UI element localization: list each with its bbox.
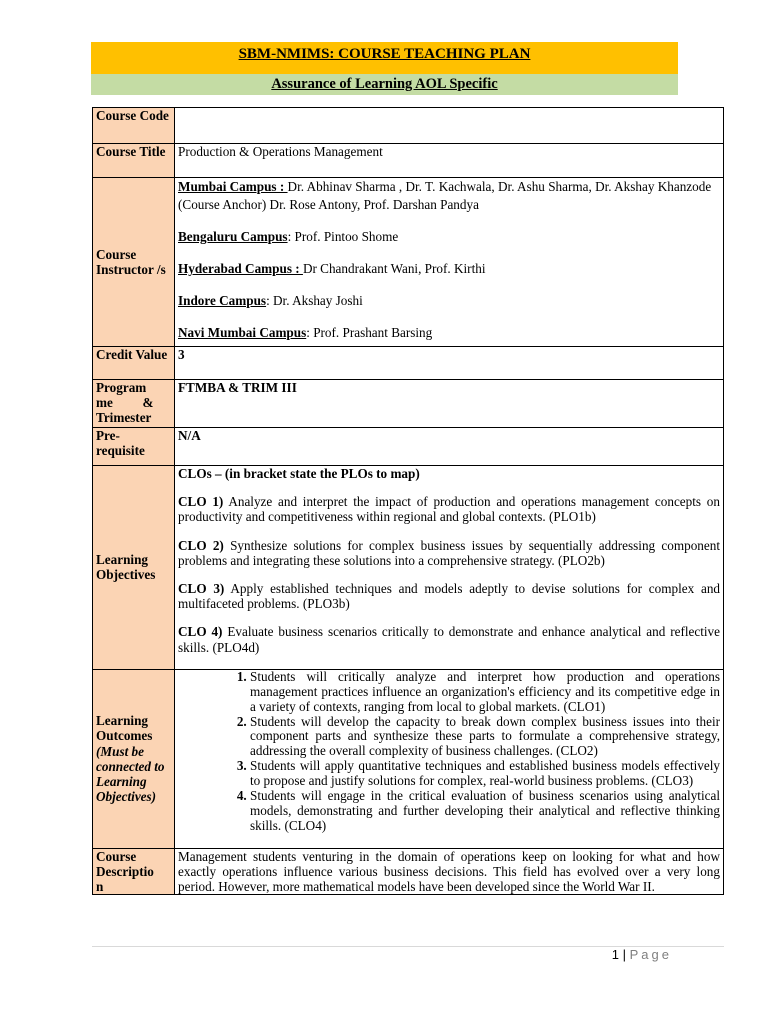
title-band (91, 42, 678, 74)
instructors-label: Course Instructor /s (93, 178, 175, 347)
page-number: 1 (611, 947, 620, 962)
learning-outcomes-value (175, 669, 724, 848)
prerequisite-label: Pre- requisite (93, 428, 175, 466)
clo-tag: CLO 3) (178, 581, 225, 597)
row-course-description (93, 848, 724, 895)
list-item: 2. Students will develop the capacity to break down complex business issues into their component parts and synthesize these parts to formulate a comprehensive strategy, addressing the overall complexity of business challenges. (CLO2) (250, 715, 720, 760)
campus-navi-mumbai (178, 324, 720, 342)
row-instructors (93, 178, 724, 347)
campus-faculty: Dr. Abhinav Sharma , Dr. T. Kachwala, Dr. Ashu Sharma, Dr. Akshay Khanzode (Course Anchor) Dr. Rose Antony, Prof. Darshan Pandya (178, 179, 712, 212)
row-programme (93, 380, 724, 428)
course-title-label: Course Title (93, 144, 175, 178)
campus-mumbai (178, 178, 720, 214)
instructors-value (175, 178, 724, 347)
campus-name: Bengaluru Campus (178, 229, 288, 244)
page-word: Page (629, 947, 672, 962)
page-footer (612, 947, 672, 962)
clo-text: Evaluate business scenarios critically to demonstrate and enhance analytical and reflective skills. (PLO4d) (178, 624, 720, 655)
clo-heading: CLOs – (in bracket state the PLOs to map) (178, 466, 420, 481)
campus-indore (178, 292, 720, 310)
course-description-value: Management students venturing in the domain of operations keep on looking for what and how exactly operations influence various business decisions. This field has evolved over a very long period. However, more mathematical models have been developed since the World War II. (175, 848, 724, 895)
credit-value-label: Credit Value (93, 347, 175, 380)
row-credit-value (93, 347, 724, 380)
campus-name: Hyderabad Campus : (178, 261, 303, 276)
prerequisite-value: N/A (175, 428, 724, 466)
programme-label: Program me & Trimester (93, 380, 175, 428)
learning-outcomes-title: Learning Outcomes (96, 713, 153, 744)
campus-faculty: Dr Chandrakant Wani, Prof. Kirthi (302, 261, 486, 276)
campus-faculty: : Prof. Pintoo Shome (287, 229, 399, 244)
campus-name: Navi Mumbai Campus (178, 325, 307, 340)
course-plan-table (92, 107, 724, 895)
programme-value: FTMBA & TRIM III (175, 380, 724, 428)
course-description-label: Course Descriptio n (93, 848, 175, 895)
clo-item (178, 581, 720, 611)
row-prerequisite (93, 428, 724, 466)
row-learning-objectives (93, 466, 724, 670)
list-item: 3. Students will apply quantitative techniques and established business models effectively to propose and justify solutions for complex, real-world business problems. (CLO3) (250, 759, 720, 789)
learning-objectives-value (175, 466, 724, 670)
course-title-value: Production & Operations Management (175, 144, 724, 178)
list-item: 4. Students will engage in the critical evaluation of business scenarios using analytical models, demonstrating and further developing their analytical and reflective thinking skills. (CLO4) (250, 789, 720, 834)
learning-outcomes-note: (Must be connected to Learning Objectives) (96, 743, 165, 805)
clo-item (178, 494, 720, 524)
campus-bengaluru (178, 228, 720, 246)
document-title: SBM-NMIMS: COURSE TEACHING PLAN (238, 46, 531, 62)
clo-item (178, 624, 720, 654)
footer-separator: | (619, 947, 630, 962)
subtitle-band (91, 74, 678, 95)
clo-text: Synthesize solutions for complex business issues by sequentially addressing component problems and integrating these solutions into a comprehensive strategy. (PLO2b) (178, 537, 721, 568)
campus-hyderabad (178, 260, 720, 278)
clo-tag: CLO 2) (178, 537, 224, 553)
row-learning-outcomes (93, 669, 724, 848)
campus-name: Mumbai Campus : (178, 179, 288, 194)
document-subtitle: Assurance of Learning AOL Specific (271, 76, 498, 92)
clo-tag: CLO 4) (178, 624, 223, 640)
campus-faculty: : Dr. Akshay Joshi (266, 293, 363, 308)
course-code-label: Course Code (93, 108, 175, 144)
clo-text: Analyze and interpret the impact of production and operations management concepts on productivity and competitiveness within regional and global contexts. (PLO1b) (178, 494, 720, 525)
learning-outcomes-label (93, 669, 175, 848)
campus-faculty: : Prof. Prashant Barsing (306, 325, 433, 340)
clo-item (178, 538, 720, 568)
learning-outcomes-list (178, 670, 720, 834)
row-course-title (93, 144, 724, 178)
learning-objectives-label: Learning Objectives (93, 466, 175, 670)
clo-tag: CLO 1) (178, 494, 224, 510)
credit-value: 3 (175, 347, 724, 380)
clo-text: Apply established techniques and models adeptly to devise solutions for complex and multifaceted problems. (PLO3b) (178, 581, 721, 612)
course-code-value (175, 108, 724, 144)
row-course-code (93, 108, 724, 144)
list-item: 1. Students will critically analyze and interpret how production and operations management practices influence an organization's efficiency and its competitive edge in a variety of contexts, ranging from local to global markets. (CLO1) (250, 670, 720, 715)
campus-name: Indore Campus (178, 293, 267, 308)
